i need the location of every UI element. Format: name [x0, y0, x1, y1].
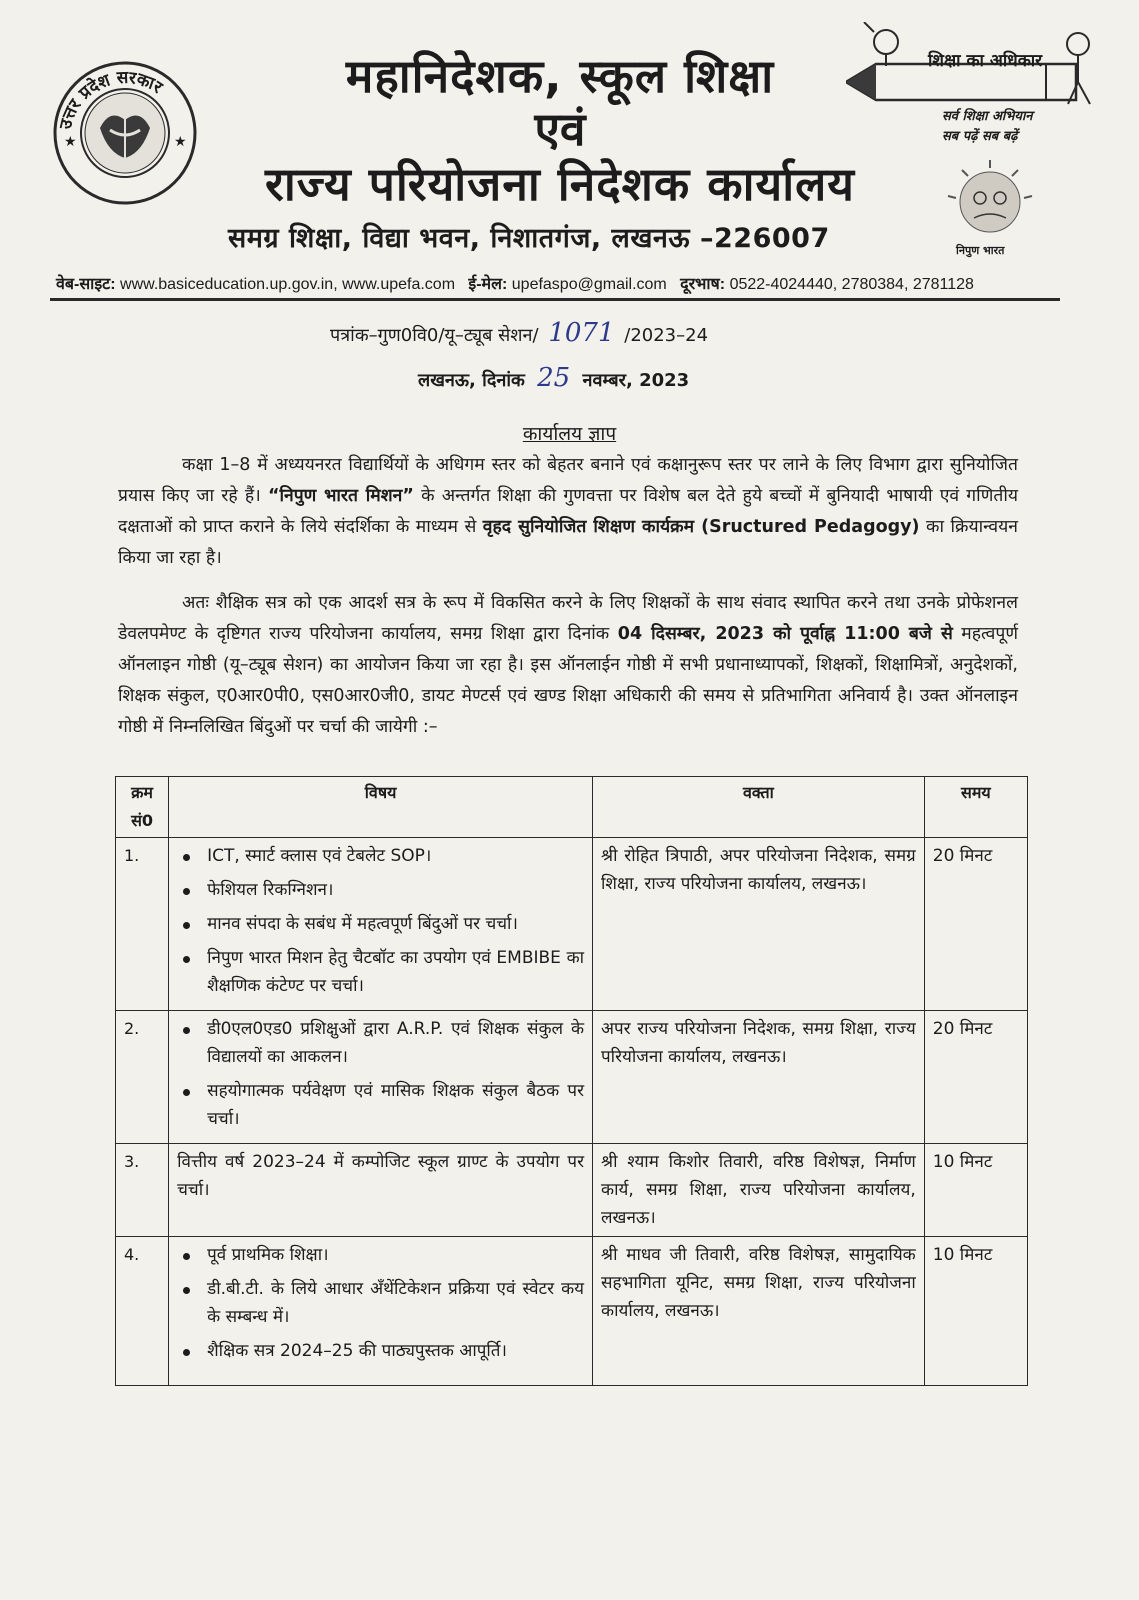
date-handwritten-day: 25 [537, 363, 571, 393]
paragraph-2-text: अतः शैक्षिक सत्र को एक आदर्श सत्र के रूप में विकसित करने के लिए शिक्षकों के साथ संवाद स्थापित करने तथा उनके प्रोफेशनल डेवलपमेण्ट के दृष्टिगत राज्य परियोजना कार्यालय, समग्र शिक्षा द्वारा दिनांक [118, 593, 1018, 644]
time-cell: 10 मिनट [924, 1144, 1027, 1237]
title-line-1: महानिदेशक, स्कूल शिक्षा [345, 49, 775, 103]
table-row [116, 1237, 1028, 1386]
serial-cell: 1. [116, 838, 169, 1011]
serial-header-line2: सं0 [131, 811, 154, 830]
speaker-cell: अपर राज्य परियोजना निदेशक, समग्र शिक्षा, राज्य परियोजना कार्यालय, लखनऊ। [593, 1011, 925, 1144]
date-prefix: लखनऊ, दिनांक [418, 370, 525, 391]
agenda-point: फेशियल रिकग्निशन। [207, 876, 584, 904]
agenda-point: डी.बी.टी. के लिये आधार अँथेंटिकेशन प्रक्रिया एवं स्वेटर कय के सम्बन्ध में। [207, 1275, 584, 1331]
serial-cell: 2. [116, 1011, 169, 1144]
serial-cell: 3. [116, 1144, 169, 1237]
table-row [116, 1144, 1028, 1237]
speaker-cell: श्री रोहित त्रिपाठी, अपर परियोजना निदेशक, समग्र शिक्षा, राज्य परियोजना कार्यालय, लखनऊ। [593, 838, 925, 1011]
agenda-point: मानव संपदा के सबंध में महत्वपूर्ण बिंदुओं पर चर्चा। [207, 910, 584, 938]
structured-program-bold: वृहद सुनियोजित शिक्षण कार्यक्रम [482, 517, 695, 537]
svg-text:★: ★ [174, 134, 187, 150]
nipun-bharat-logo [940, 158, 1040, 240]
rte-pencil-logo [846, 22, 1096, 142]
paragraph-1-text: कक्षा 1–8 में अध्ययनरत विद्यार्थियों के अधिगम स्तर को बेहतर बनाने एवं कक्षानुरूप स्तर पर लाने के लिए विभाग द्वारा सुनियोजित प्रयास किए जा रहे हैं। [118, 455, 1018, 506]
svg-text:★: ★ [64, 134, 77, 150]
subject-cell [169, 1011, 593, 1144]
office-address: समग्र शिक्षा, विद्या भवन, निशातगंज, लखनऊ –226007 [228, 223, 830, 254]
website-label: वेब-साइट: [56, 276, 116, 293]
reference-suffix: /2023–24 [624, 325, 709, 346]
table-row [116, 1011, 1028, 1144]
reference-prefix: पत्रांक–गुण0वि0/यू–ट्यूब सेशन/ [330, 325, 539, 346]
serial-cell: 4. [116, 1237, 169, 1386]
paragraph-1-text-2: के अन्तर्गत शिक्षा की गुणवत्ता पर विशेष बल देते हुये बच्चों में बुनियादी भाषायी एवं गणितीय दक्षताओं को प्राप्त कराने के लिये संदर्शिका के माध्यम से [118, 486, 1018, 537]
paragraph-2 [118, 588, 1018, 743]
memo-heading: कार्यालय ज्ञाप [522, 423, 617, 445]
time-cell: 20 मिनट [924, 1011, 1027, 1144]
paragraph-1 [118, 450, 1018, 574]
subject-cell [169, 838, 593, 1011]
paragraph-2-text-2: महत्वपूर्ण ऑनलाइन गोष्ठी (यू–ट्यूब सेशन) का आयोजन किया जा रहा है। इस ऑनलाईन गोष्ठी में सभी प्रधानाध्यापकों, शिक्षकों, शिक्षामित्रों, अनुदेशकों, शिक्षक संकुल, ए0आर0पी0, एस0आर0जी0, डायट मेण्टर्स एवं खण्ड शिक्षा अधिकारी की समय से प्रतिभागिता अनिवार्य है। उक्त ऑनलाइन गोष्ठी में निम्नलिखित बिंदुओं पर चर्चा की जायेगी :– [118, 624, 1019, 737]
paragraph-1-text-3: का क्रियान्वयन किया जा रहा है। [118, 517, 1018, 568]
agenda-point: डी0एल0एड0 प्रशिक्षुओं द्वारा A.R.P. एवं शिक्षक संकुल के विद्यालयों का आकलन। [207, 1015, 584, 1071]
memo-date [418, 363, 689, 393]
header-divider [50, 298, 1060, 301]
agenda-point: ICT, स्मार्ट क्लास एवं टेबलेट SOP। [207, 842, 584, 870]
subject-cell: वित्तीय वर्ष 2023–24 में कम्पोजिट स्कूल ग्राण्ट के उपयोग पर चर्चा। [169, 1144, 593, 1237]
speaker-header: वक्ता [593, 777, 925, 838]
title-line-2: एवं [534, 102, 586, 156]
reference-handwritten-number: 1071 [548, 318, 615, 348]
time-cell: 10 मिनट [924, 1237, 1027, 1386]
time-cell: 20 मिनट [924, 838, 1027, 1011]
subject-cell [169, 1237, 593, 1386]
ssa-label: सर्व शिक्षा अभियान [942, 109, 1033, 124]
structured-pedagogy-bold: (Sructured Pedagogy) [694, 517, 920, 537]
reference-number [330, 318, 708, 348]
serial-header-line1: क्रम [131, 783, 153, 802]
agenda-point: पूर्व प्राथमिक शिक्षा। [207, 1241, 584, 1269]
ssa-tagline: सब पढ़ें सब बढ़ें [942, 129, 1018, 144]
speaker-cell: श्री माधव जी तिवारी, वरिष्ठ विशेषज्ञ, सामुदायिक सहभागिता यूनिट, समग्र शिक्षा, राज्य परियोजना कार्यालय, लखनऊ। [593, 1237, 925, 1386]
seal-text: उत्तर प्रदेश सरकार [55, 67, 166, 132]
rte-label: शिक्षा का अधिकार [928, 51, 1043, 71]
title-line-3: राज्य परियोजना निदेशक कार्यालय [265, 157, 855, 211]
table-row [116, 838, 1028, 1011]
table-header-row [116, 777, 1028, 838]
email-label: ई-मेल: [468, 276, 508, 293]
agenda-point: शैक्षिक सत्र 2024–25 की पाठ्यपुस्तक आपूर्ति। [207, 1337, 584, 1365]
phone-value: 0522-4024440, 2780384, 2781128 [729, 276, 974, 293]
nipun-bharat-label: निपुण भारत [956, 244, 1005, 257]
agenda-point: निपुण भारत मिशन हेतु चैटबॉट का उपयोग एवं EMBIBE का शैक्षणिक कंटेण्ट पर चर्चा। [207, 944, 584, 1000]
date-suffix: नवम्बर, 2023 [582, 370, 690, 391]
website-value: www.basiceducation.up.gov.in, www.upefa.com [120, 276, 456, 293]
serial-header [116, 777, 169, 838]
email-value: upefaspo@gmail.com [511, 276, 667, 293]
session-datetime-bold: 04 दिसम्बर, 2023 को पूर्वाह्न 11:00 बजे से [617, 624, 953, 644]
agenda-point: सहयोगात्मक पर्यवेक्षण एवं मासिक शिक्षक संकुल बैठक पर चर्चा। [207, 1077, 584, 1133]
time-header: समय [924, 777, 1027, 838]
up-government-seal [50, 58, 200, 208]
office-title [210, 48, 910, 214]
contact-line [56, 272, 1056, 294]
agenda-table [115, 776, 1028, 1386]
nipun-mission-bold: “निपुण भारत मिशन” [268, 486, 414, 506]
speaker-cell: श्री श्याम किशोर तिवारी, वरिष्ठ विशेषज्ञ, निर्माण कार्य, समग्र शिक्षा, राज्य परियोजना कार्यालय, लखनऊ। [593, 1144, 925, 1237]
phone-label: दूरभाष: [680, 276, 726, 293]
subject-header: विषय [169, 777, 593, 838]
